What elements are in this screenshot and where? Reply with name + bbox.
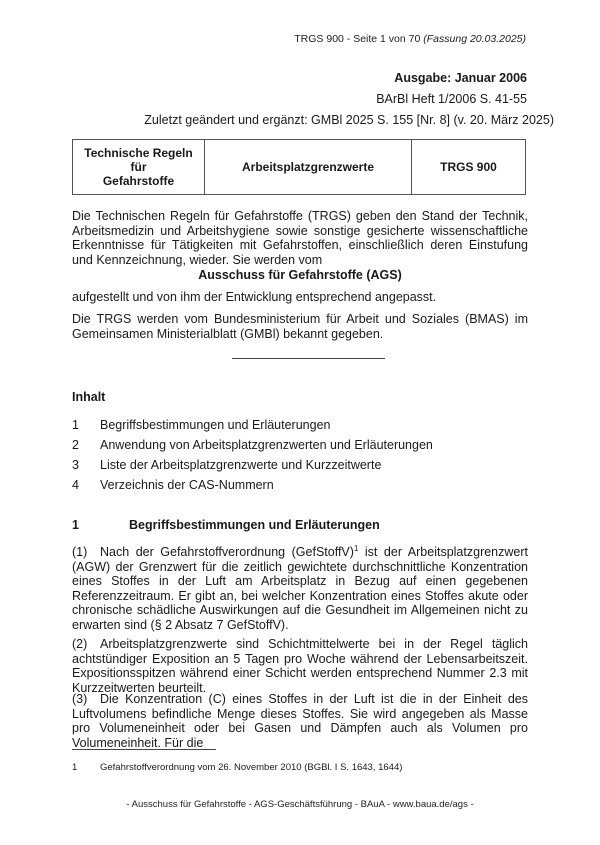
title-table-middle: Arbeitsplatzgrenzwerte [205,140,412,195]
title-table-left [73,140,205,195]
title-left-line1: Technische Regeln [84,146,193,160]
paragraph-text: ist der Arbeitsplatzgrenzwert (AGW) der Grenzwert für die zeitlich gewichtete durchschnittliche Konzentration eines Stoffes in der Luft am Arbeitsplatz in Bezug auf einen gegebenen Referenzzeitraum. Er gibt an, bei welcher Konzentration eines Stoffes akute oder chronische schädliche Auswirkungen auf die Gesundheit im Allgemeinen nicht zu erwarten sind (§ 2 Absatz 7 GefStoffV). [72,545,528,632]
toc-item-number: 3 [72,458,79,472]
paragraph-1 [72,545,528,632]
paragraph-text: Die Konzentration (C) eines Stoffes in der Luft ist die in der Einheit des Luftvolumens befindliche Menge dieses Stoffes. Sie wird angegeben als Masse pro Volumeneinheit oder bei Gasen und Dämpfen auch als Volumen pro Volumeneinheit. Für die [72,692,528,750]
paragraph-number: (3) [72,692,88,706]
title-left-line2: für [130,160,147,174]
separator-line [232,358,385,359]
section-heading [72,518,380,532]
toc-item-number: 1 [72,418,79,432]
toc-item-label: Begriffsbestimmungen und Erläuterungen [100,418,331,432]
paragraph-2 [72,637,528,695]
page-info: TRGS 900 - Seite 1 von 70 [294,33,421,45]
toc-item-label: Verzeichnis der CAS-Nummern [100,478,274,492]
paragraph-number: (2) [72,637,88,651]
toc-item-number: 2 [72,438,79,452]
paragraph-text: Nach der Gefahrstoffverordnung (GefStoffV) [100,545,354,559]
title-left-line3: Gefahrstoffe [102,174,175,188]
title-table-right: TRGS 900 [412,140,526,195]
intro-paragraph-3: Die TRGS werden vom Bundesministerium für Arbeit und Soziales (BMAS) im Gemeinsamen Ministerialblatt (GMBl) bekannt gegeben. [72,312,528,341]
intro-paragraph-2: aufgestellt und von ihm der Entwicklung entsprechend angepasst. [72,290,437,304]
toc-item[interactable] [72,418,330,432]
last-amended: Zuletzt geändert und ergänzt: GMBl 2025 S. 155 [Nr. 8] (v. 20. März 2025) [144,113,554,127]
paragraph-text: Arbeitsplatzgrenzwerte sind Schichtmittelwerte bei in der Regel täglich achtstündiger Exposition an 5 Tagen pro Woche während der Lebensarbeitszeit. Expositionsspitzen während einer Schicht werden entsprechend Nummer 2.3 mit Kurzzeitwerten beurteilt. [72,637,528,695]
toc-item-label: Anwendung von Arbeitsplatzgrenzwerten und Erläuterungen [100,438,433,452]
version-info: (Fassung 20.03.2025) [423,33,526,45]
paragraph-3 [72,692,528,750]
footnote [72,762,402,773]
page-footer: - Ausschuss für Gefahrstoffe - AGS-Geschäftsführung - BAuA - www.baua.de/ags - [126,799,474,810]
committee-name: Ausschuss für Gefahrstoffe (AGS) [198,268,402,282]
toc-item-number: 4 [72,478,79,492]
toc-item[interactable] [72,458,381,472]
footnote-text: Gefahrstoffverordnung vom 26. November 2010 (BGBl. I S. 1643, 1644) [100,762,403,773]
footnote-ref[interactable]: 1 [353,543,359,553]
toc-title: Inhalt [72,390,106,404]
footnote-separator [72,749,216,750]
paragraph-number: (1) [72,545,88,559]
page-header [0,33,526,45]
barbl-reference: BArBl Heft 1/2006 S. 41-55 [376,92,527,106]
toc-item[interactable] [72,478,274,492]
toc-item-label: Liste der Arbeitsplatzgrenzwerte und Kurzzeitwerte [100,458,382,472]
section-number: 1 [72,518,79,532]
intro-paragraph-1: Die Technischen Regeln für Gefahrstoffe (TRGS) geben den Stand der Technik, Arbeitsmedizin und Arbeitshygiene sowie sonstige gesicherte wissenschaftliche Erkenntnisse für Tätigkeiten mit Gefahrstoffen, einschließlich deren Einstufung und Kennzeichnung, wieder. Sie werden vom [72,209,528,267]
toc-item[interactable] [72,438,433,452]
section-title: Begriffsbestimmungen und Erläuterungen [129,518,380,532]
issue-date: Ausgabe: Januar 2006 [394,71,527,85]
title-table [72,139,526,195]
footnote-number: 1 [72,762,78,773]
